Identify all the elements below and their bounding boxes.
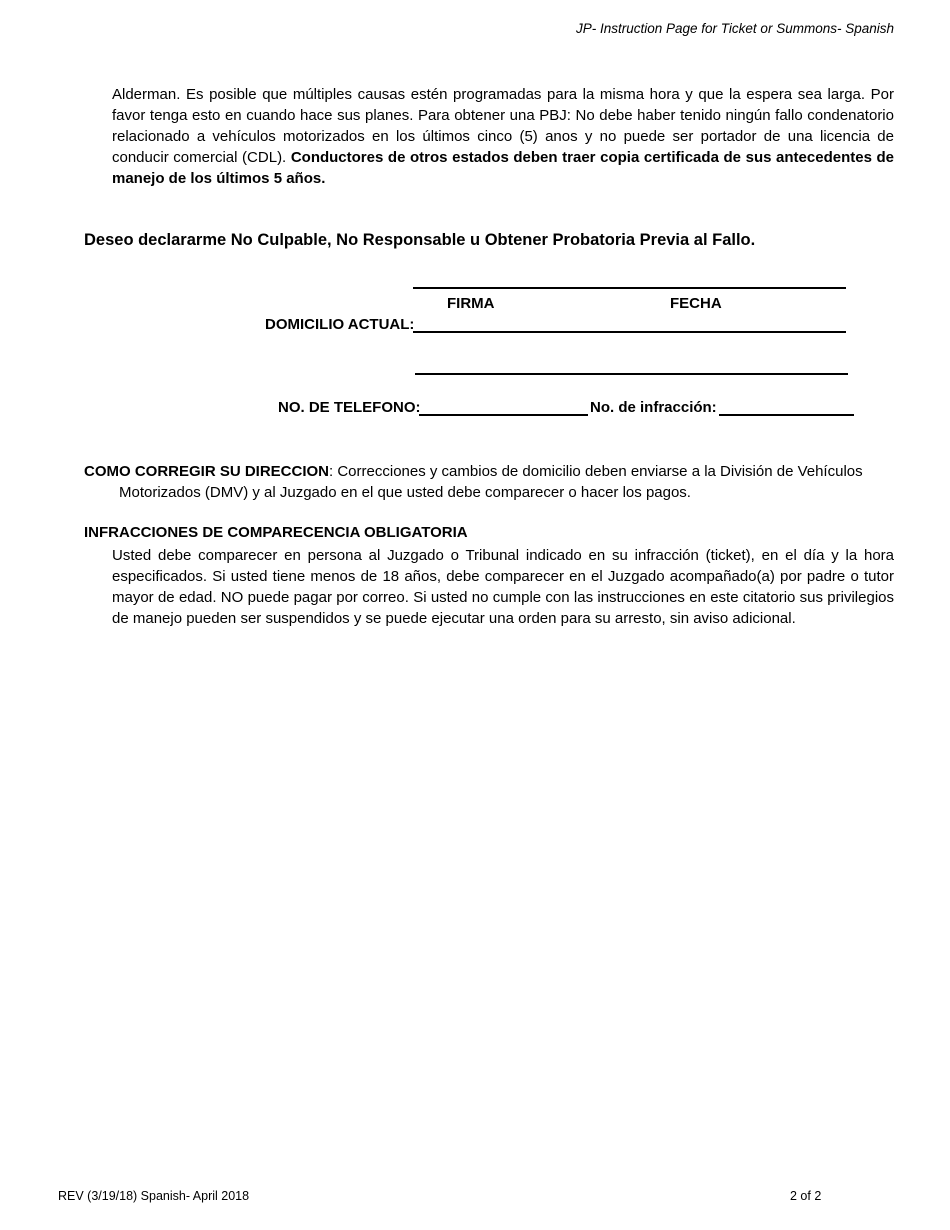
infraction-number-line[interactable] [719, 414, 854, 416]
infraccion-label: No. de infracción: [590, 399, 717, 416]
out-of-state-notice: Conductores de otros estados deben traer copia certificada de sus antecedentes de manejo de los últimos 5 años. [112, 149, 895, 187]
pbj-text: Alderman. Es posible que múltiples causas estén programadas para la misma hora y que la espera sea larga. Por favor tenga esto en cuando hace sus planes. Para obtener una PBJ: No debe haber tenido ningún fallo condenatorio relacionado a vehículos motorizados en los últimos cinco (5) anos y no puede ser portador de una licencia de conducir comercial (CDL). [112, 86, 894, 166]
page-header: JP- Instruction Page for Ticket or Summons- Spanish [575, 21, 894, 36]
phone-line[interactable] [419, 414, 588, 416]
fecha-label: FECHA [670, 295, 722, 312]
address-correction-heading: COMO CORREGIR SU DIRECCION [84, 463, 330, 480]
address-correction-text-cont: Motorizados (DMV) y al Juzgado en el que usted debe comparecer o hacer los pagos. [119, 484, 691, 501]
pbj-instructions-paragraph [112, 84, 894, 189]
address-line-1[interactable] [413, 331, 846, 333]
telefono-label: NO. DE TELEFONO: [278, 399, 421, 416]
address-line-2[interactable] [415, 373, 848, 375]
firma-label: FIRMA [447, 295, 495, 312]
revision-footer: REV (3/19/18) Spanish- April 2018 [58, 1189, 250, 1203]
mandatory-appearance-paragraph: Usted debe comparecer en persona al Juzgado o Tribunal indicado en su infracción (ticket), en el día y la hora especificados. Si usted tiene menos de 18 años, debe comparecer en el Juzgado acompañado(a) por padre o tutor mayor de edad. NO puede pagar por correo. Si usted no cumple con las instrucciones en este citatorio sus privilegios de manejo pueden ser suspendidos y se puede ejecutar una orden para su arresto, sin aviso adicional. [112, 547, 894, 627]
page-number: 2 of 2 [790, 1189, 822, 1203]
declaration-heading: Deseo declararme No Culpable, No Responsable u Obtener Probatoria Previa al Fallo. [84, 231, 756, 249]
mandatory-appearance-heading: INFRACCIONES DE COMPARECENCIA OBLIGATORIA [84, 524, 468, 541]
address-correction-paragraph [84, 461, 894, 503]
signature-date-line[interactable] [413, 287, 846, 289]
address-correction-text: : Correcciones y cambios de domicilio deben enviarse a la División de Vehículos [329, 463, 863, 480]
domicilio-label: DOMICILIO ACTUAL: [265, 316, 415, 333]
